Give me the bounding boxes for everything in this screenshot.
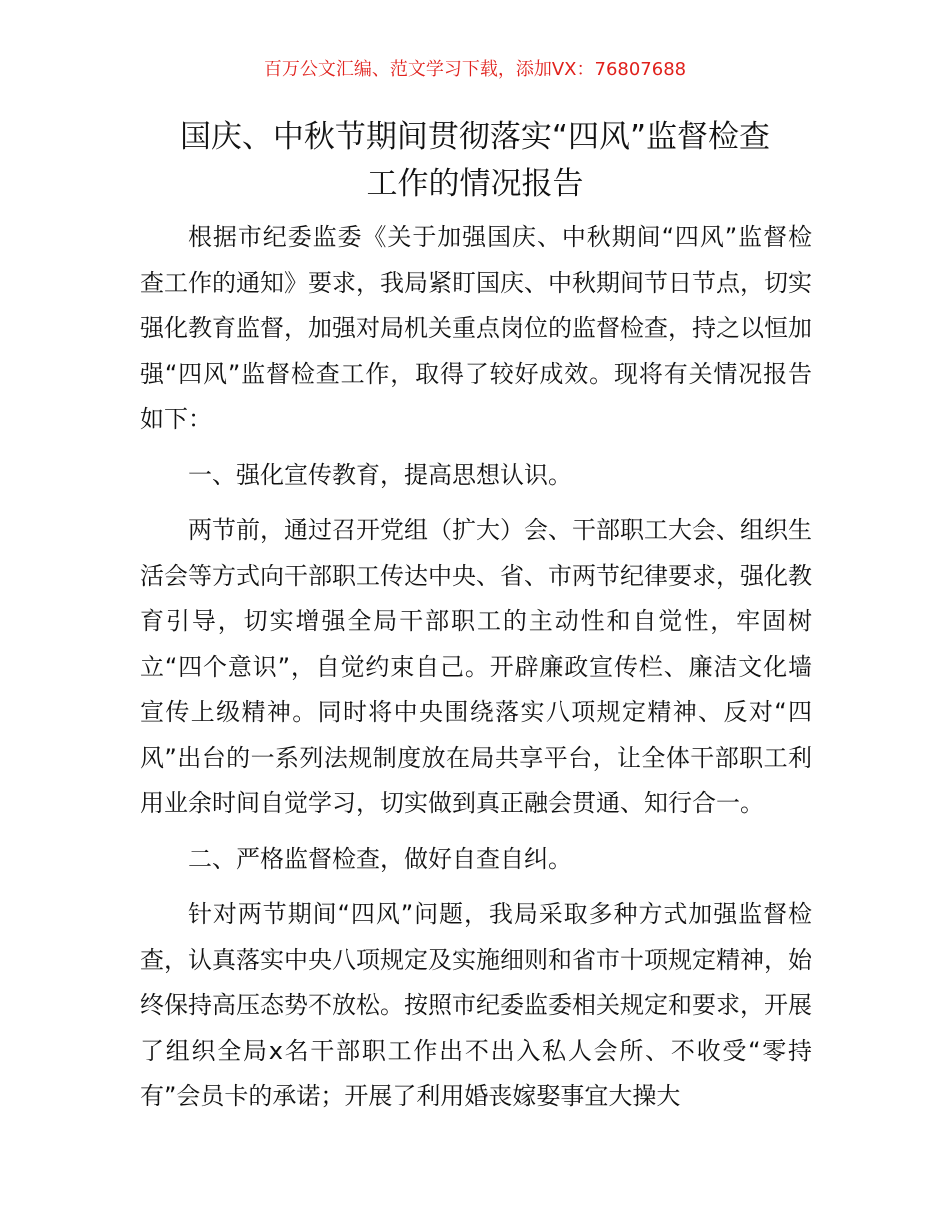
document-body [140, 215, 812, 1120]
intro-paragraph: 根据市纪委监委《关于加强国庆、中秋期间“四风”监督检查工作的通知》要求，我局紧盯国庆、中秋期间节日节点，切实强化教育监督，加强对局机关重点岗位的监督检查，持之以恒加强“四风”监督检查工作，取得了较好成效。现将有关情况报告如下： [140, 223, 812, 433]
title-line-1: 国庆、中秋节期间贯彻落实“四风”监督检查 [179, 119, 771, 155]
section-heading-2: 二、严格监督检查，做好自查自纠。 [188, 844, 572, 873]
document-title [130, 114, 820, 208]
section-2-paragraph: 针对两节期间“四风”问题，我局采取多种方式加强监督检查，认真落实中央八项规定及实施细则和省市十项规定精神，始终保持高压态势不放松。按照市纪委监委相关规定和要求，开展了组织全局x名干部职工作出不出入私人会所、不收受“零持有”会员卡的承诺；开展了利用婚丧嫁娶事宜大操大 [140, 900, 812, 1110]
promo-header: 百万公文汇编、范文学习下载，添加VX：76807688 [263, 59, 687, 80]
section-heading-1: 一、强化宣传教育，提高思想认识。 [188, 460, 572, 489]
section-1-paragraph: 两节前，通过召开党组（扩大）会、干部职工大会、组织生活会等方式向干部职工传达中央、省、市两节纪律要求，强化教育引导，切实增强全局干部职工的主动性和自觉性，牢固树立“四个意识”，自觉约束自己。开辟廉政宣传栏、廉洁文化墙宣传上级精神。同时将中央围绕落实八项规定精神、反对“四风”出台的一系列法规制度放在局共享平台，让全体干部职工利用业余时间自觉学习，切实做到真正融会贯通、知行合一。 [140, 516, 812, 817]
title-line-2: 工作的情况报告 [366, 166, 584, 202]
